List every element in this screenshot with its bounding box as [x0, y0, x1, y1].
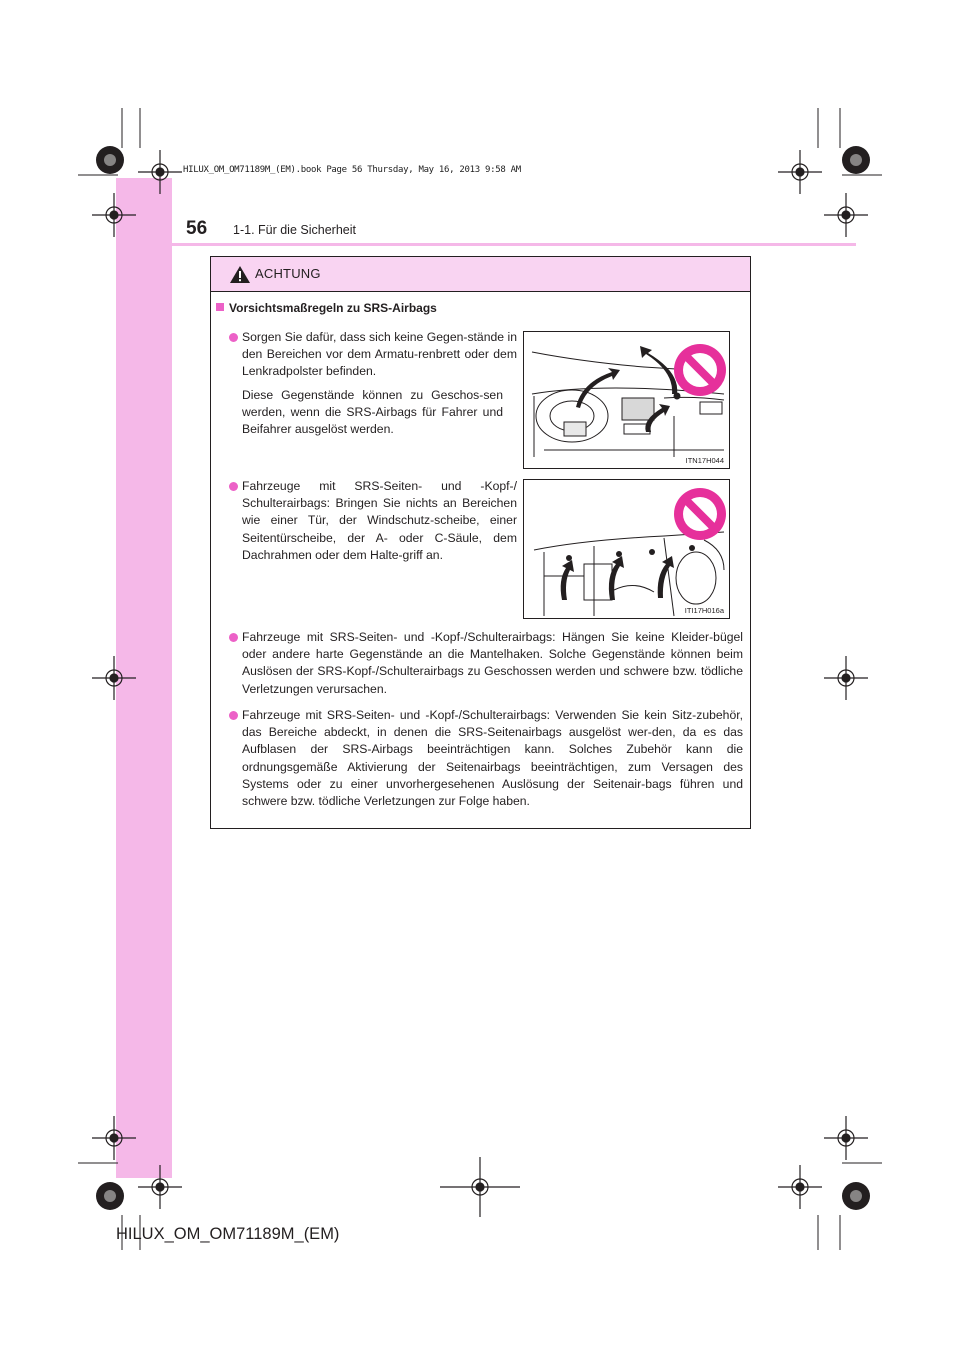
warning-triangle-icon	[230, 266, 250, 283]
square-bullet-icon	[216, 303, 224, 311]
side-interior-illustration	[524, 480, 729, 618]
book-info-stamp: HILUX_OM_OM71189M_(EM).book Page 56 Thursday, May 16, 2013 9:58 AM	[183, 165, 521, 175]
warning-box	[210, 256, 751, 829]
side-interior-figure	[523, 479, 730, 619]
warning-subheading	[216, 301, 437, 315]
bullet-item-4	[242, 707, 743, 810]
header-rule	[116, 243, 856, 246]
bullet-4-text: Fahrzeuge mit SRS-Seiten- und -Kopf-/Schulterairbags: Verwenden Sie kein Sitz-zubehör, das Bereiche abdeckt, in denen die SRS-Seitenairbags ausgelöst wer-den, da es das Aufblasen der SRS-Airbags beeinträchtigen kann. Solches Zubehör kann die ordnungsgemäße Aktivierung der Seitenairbags beeinträchtigen, zum Versagen des Systems oder zu einer unvorhergesehenen Auslösung der Seitenair-bags führen und schwere bzw. tödliche Verletzungen zur Folge haben.	[242, 708, 743, 809]
subheading-text: Vorsichtsmaßregeln zu SRS-Airbags	[229, 301, 437, 315]
bullet-3-text: Fahrzeuge mit SRS-Seiten- und -Kopf-/Schulterairbags: Hängen Sie keine Kleider-bügel oder andere harte Gegenstände an die Mantelhaken. Solche Gegenstände können beim Auslösen der SRS-Kopf-/Schulterairbags zu Geschossen werden und schwere bzw. tödliche Verletzungen verursachen.	[242, 630, 743, 696]
side-color-band	[116, 178, 172, 1178]
bullet-item-2	[242, 478, 517, 564]
bullet-2-text: Fahrzeuge mit SRS-Seiten- und -Kopf-/ Schulterairbags: Bringen Sie nichts an Bereichen wie einer Tür, der Windschutz-scheibe, einer Seitentürscheibe, der A- oder C-Säule, dem Dachrahmen oder dem Halte-griff an.	[242, 479, 517, 562]
footer-document-code: HILUX_OM_OM71189M_(EM)	[116, 1225, 340, 1243]
bullet-1-note: Diese Gegenstände können zu Geschos-sen werden, wenn die SRS-Airbags für Fahrer und Beifahrer ausgelöst werden.	[242, 388, 503, 437]
dashboard-figure	[523, 331, 730, 469]
bullet-dot-icon	[229, 333, 238, 342]
bullet-1-text: Sorgen Sie dafür, dass sich keine Gegen-stände in den Bereichen vor dem Armatu-renbrett oder dem Lenkradpolster befinden.	[242, 330, 517, 379]
figure-code: ITI17H016a	[684, 606, 724, 615]
bullet-dot-icon	[229, 482, 238, 491]
bullet-dot-icon	[229, 633, 238, 642]
figure-code: ITN17H044	[685, 456, 724, 465]
bullet-item-1	[242, 329, 517, 381]
warning-header	[211, 257, 750, 292]
bullet-item-3	[242, 629, 743, 698]
section-title: 1-1. Für die Sicherheit	[233, 223, 356, 237]
warning-title: ACHTUNG	[255, 266, 321, 281]
page-number: 56	[186, 218, 208, 239]
dashboard-illustration	[524, 332, 729, 468]
bullet-dot-icon	[229, 711, 238, 720]
